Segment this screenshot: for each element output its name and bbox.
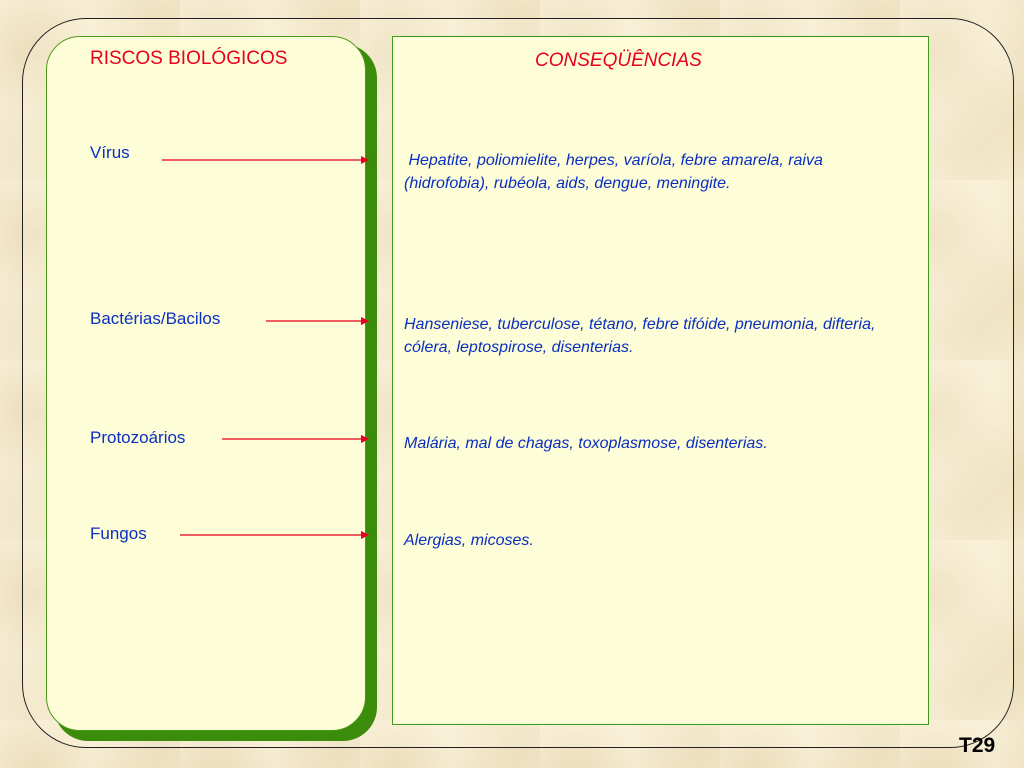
consequence-bacteria: Hanseniese, tuberculose, tétano, febre tifóide, pneumonia, difteria, cólera, leptospirose, disenterias. (404, 316, 876, 356)
arrow-fungi (180, 529, 370, 541)
hazard-label-fungi: Fungos (90, 524, 147, 543)
consequences-title: CONSEQÜÊNCIAS (535, 50, 702, 71)
arrow-virus (162, 154, 370, 166)
arrow-protozoa (222, 433, 370, 445)
biological-risks-title: RISCOS BIOLÓGICOS (90, 48, 288, 69)
hazard-label-bacteria: Bactérias/Bacilos (90, 309, 221, 328)
slide-code: T29 (959, 734, 996, 757)
consequence-protozoa: Malária, mal de chagas, toxoplasmose, disenterias. (404, 435, 768, 452)
consequence-fungi: Alergias, micoses. (404, 532, 534, 549)
consequence-virus: Hepatite, poliomielite, herpes, varíola, febre amarela, raiva (hidrofobia), rubéola, aids, dengue, meningite. (404, 152, 832, 192)
hazard-label-protozoa: Protozoários (90, 428, 186, 447)
hazard-label-virus: Vírus (90, 143, 130, 162)
consequences-panel (392, 36, 929, 725)
arrow-bacteria (266, 315, 370, 327)
biological-risks-panel (46, 36, 366, 731)
